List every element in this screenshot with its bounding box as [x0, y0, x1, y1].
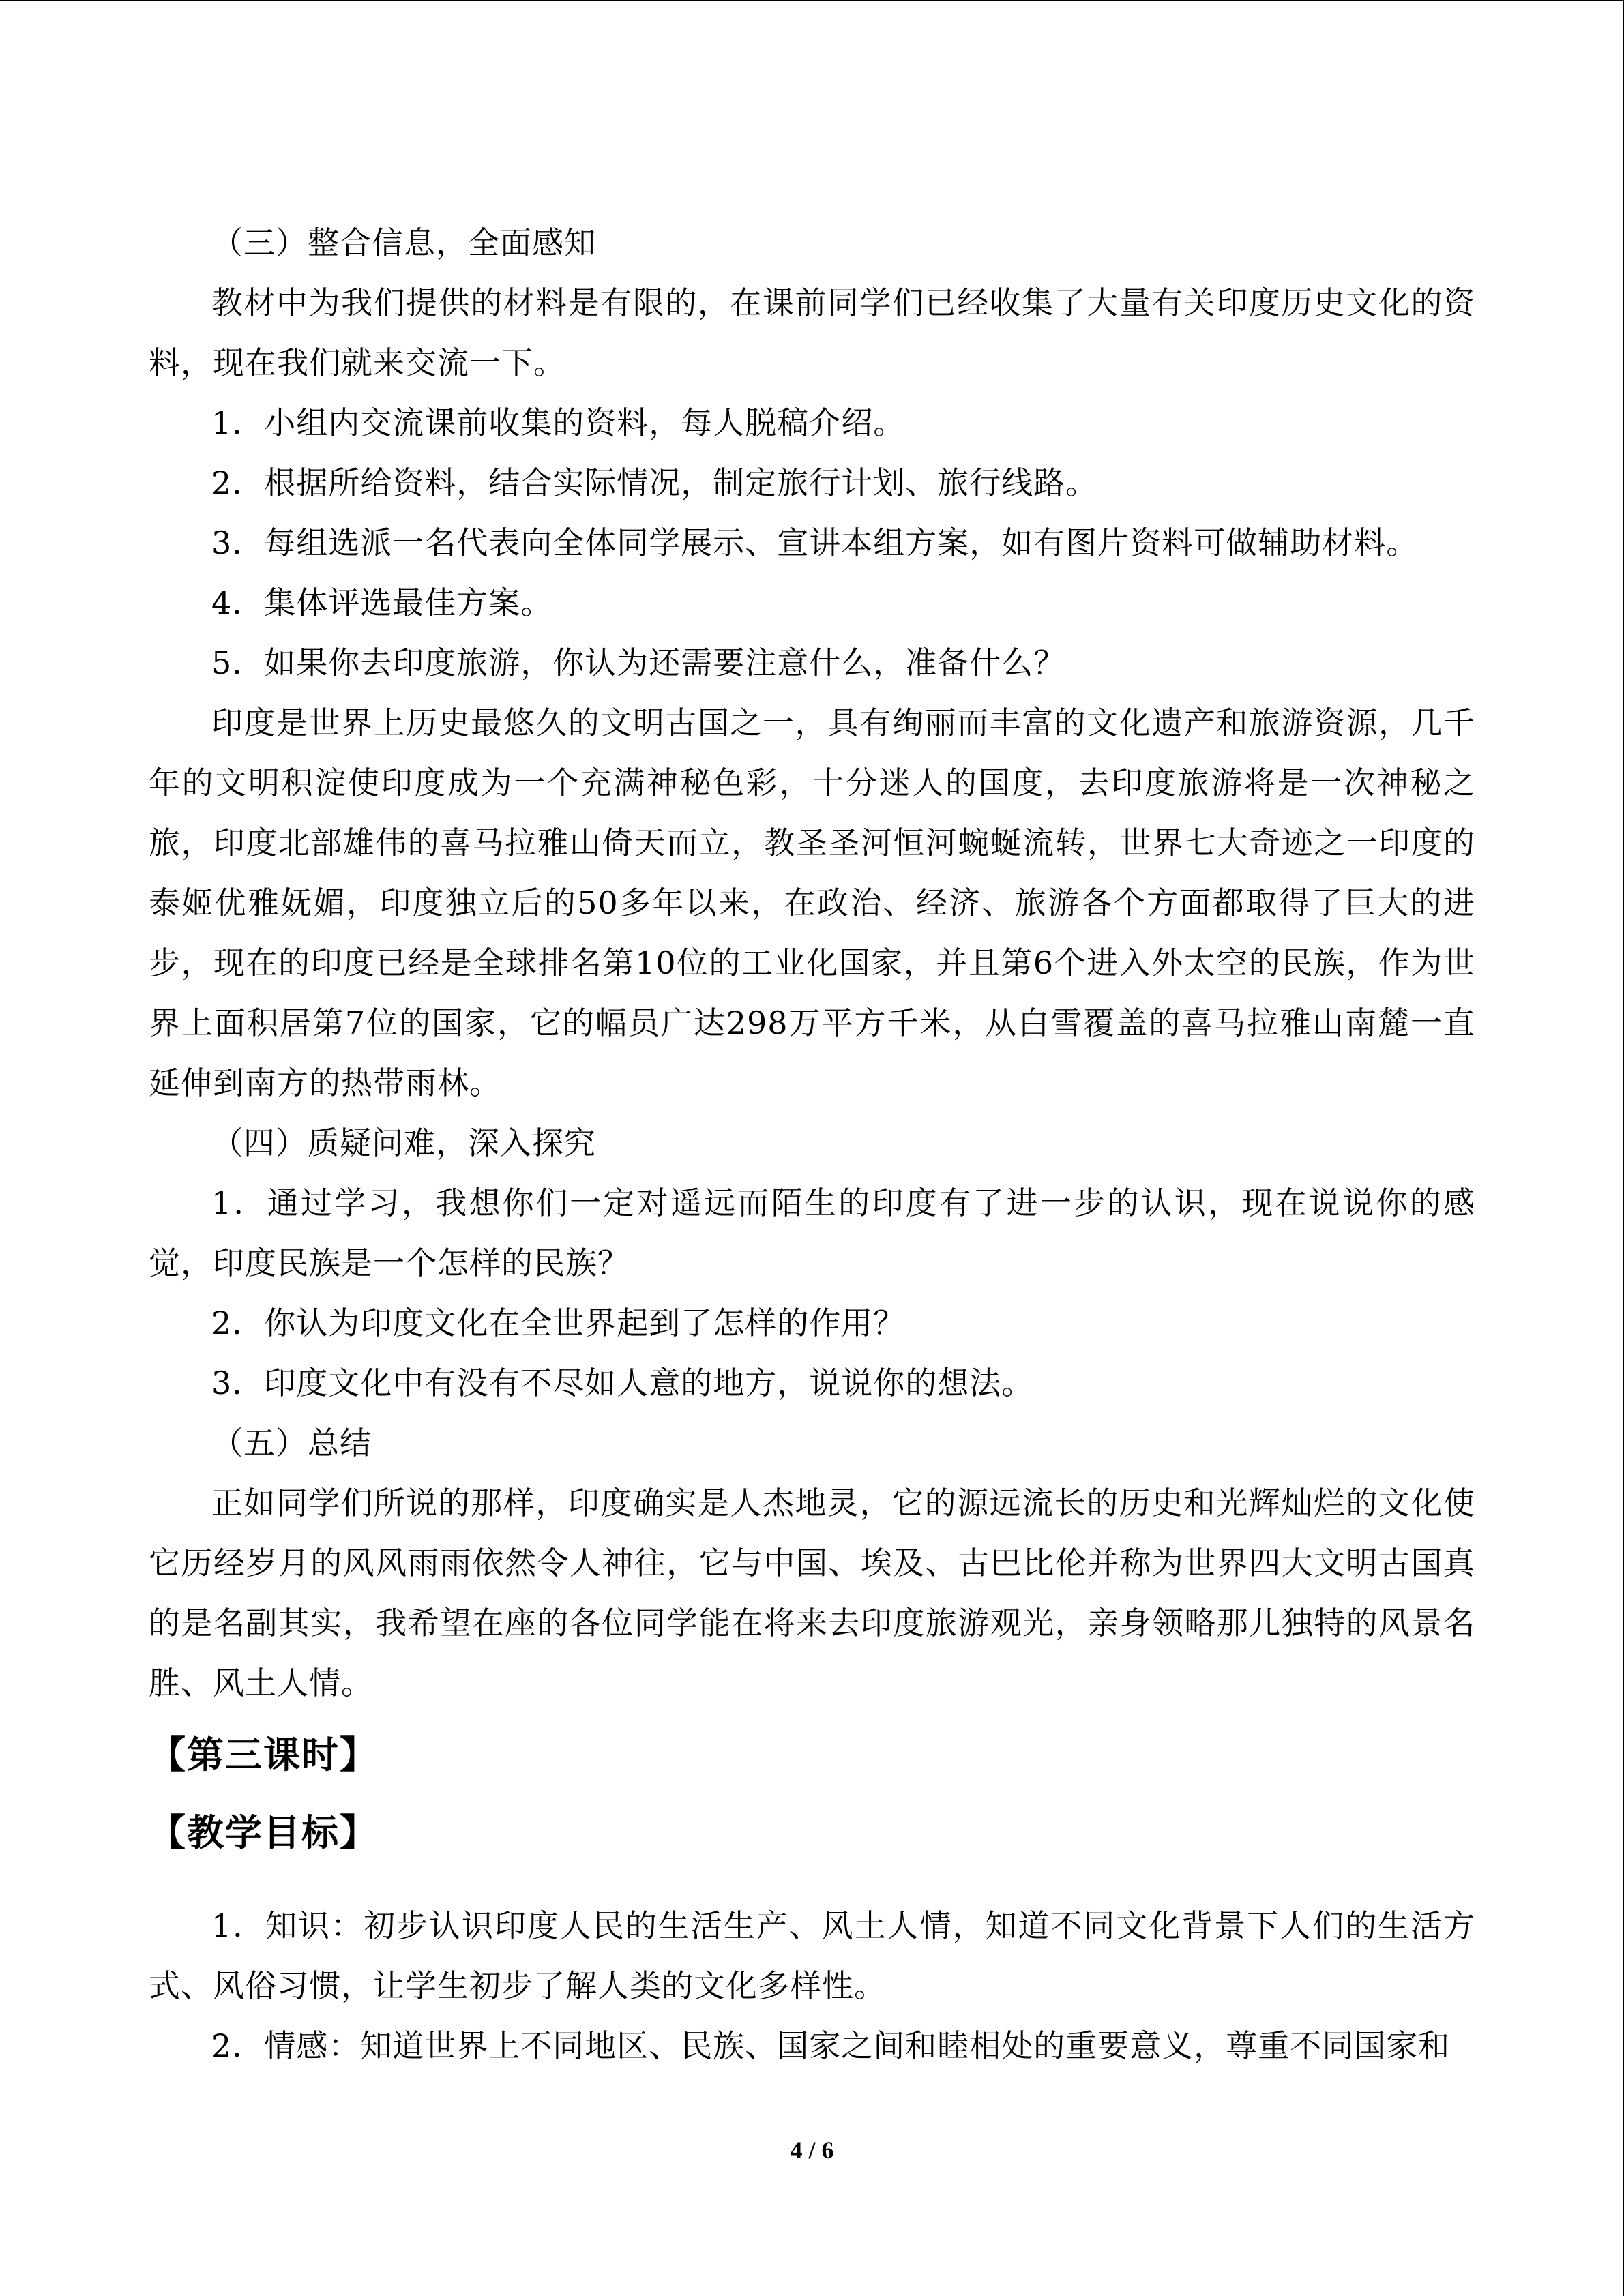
section-5-passage: 正如同学们所说的那样，印度确实是人杰地灵，它的源远流长的历史和光辉灿烂的文化使它历经岁月的风风雨雨依然令人神往，它与中国、埃及、古巴比伦并称为世界四大文明古国真的是名副其实，我希望在座的各位同学能在将来去印度旅游观光，亲身领略那儿独特的风景名胜、风土人情。 [149, 1485, 1475, 1701]
section-5-heading: （五）总结 [211, 1425, 372, 1461]
page-number: 4 / 6 [790, 2136, 834, 2164]
section-3-item-4: 4．集体评选最佳方案。 [211, 584, 553, 621]
section-3-passage: 印度是世界上历史最悠久的文明古国之一，具有绚丽而丰富的文化遗产和旅游资源，几千年的文明积淀使印度成为一个充满神秘色彩，十分迷人的国度，去印度旅游将是一次神秘之旅，印度北部雄伟的喜马拉雅山倚天而立，教圣圣河恒河蜿蜒流转，世界七大奇迹之一印度的泰姬优雅妩媚，印度独立后的50多年以来，在政治、经济、旅游各个方面都取得了巨大的进步，现在的印度已经是全球排名第10位的工业化国家，并且第6个进入外太空的民族，作为世界上面积居第7位的国家，它的幅员广达298万平方千米，从白雪覆盖的喜马拉雅山南麓一直延伸到南方的热带雨林。 [149, 704, 1475, 1101]
teaching-goals-heading: 【教学目标】 [149, 1811, 378, 1854]
section-4-item-2: 2．你认为印度文化在全世界起到了怎样的作用？ [211, 1304, 906, 1341]
section-4-heading: （四）质疑问难，深入探究 [211, 1124, 596, 1161]
section-3-heading: （三）整合信息，全面感知 [211, 224, 596, 261]
section-3-item-3: 3．每组选派一名代表向全体同学展示、宣讲本组方案，如有图片资料可做辅助材料。 [211, 524, 1419, 561]
lesson-3-heading: 【第三课时】 [149, 1733, 378, 1776]
section-3-item-1: 1．小组内交流课前收集的资料，每人脱稿介绍。 [211, 404, 906, 441]
section-4-item-3: 3．印度文化中有没有不尽如人意的地方，说说你的想法。 [211, 1365, 1034, 1401]
section-4-item-1: 1．通过学习，我想你们一定对遥远而陌生的印度有了进一步的认识，现在说说你的感觉，印度民族是一个怎样的民族？ [149, 1184, 1475, 1281]
section-3-intro: 教材中为我们提供的材料是有限的，在课前同学们已经收集了大量有关印度历史文化的资料，现在我们就来交流一下。 [149, 284, 1475, 381]
teaching-goal-1: 1．知识：初步认识印度人民的生活生产、风土人情，知道不同文化背景下人们的生活方式、风俗习惯，让学生初步了解人类的文化多样性。 [149, 1907, 1475, 2004]
teaching-goal-2: 2．情感：知道世界上不同地区、民族、国家之间和睦相处的重要意义，尊重不同国家和 [211, 2027, 1451, 2064]
section-3-item-2: 2．根据所给资料，结合实际情况，制定旅行计划、旅行线路。 [211, 464, 1098, 501]
page-content [149, 213, 1475, 2076]
section-3-item-5: 5．如果你去印度旅游，你认为还需要注意什么，准备什么？ [211, 644, 1066, 681]
